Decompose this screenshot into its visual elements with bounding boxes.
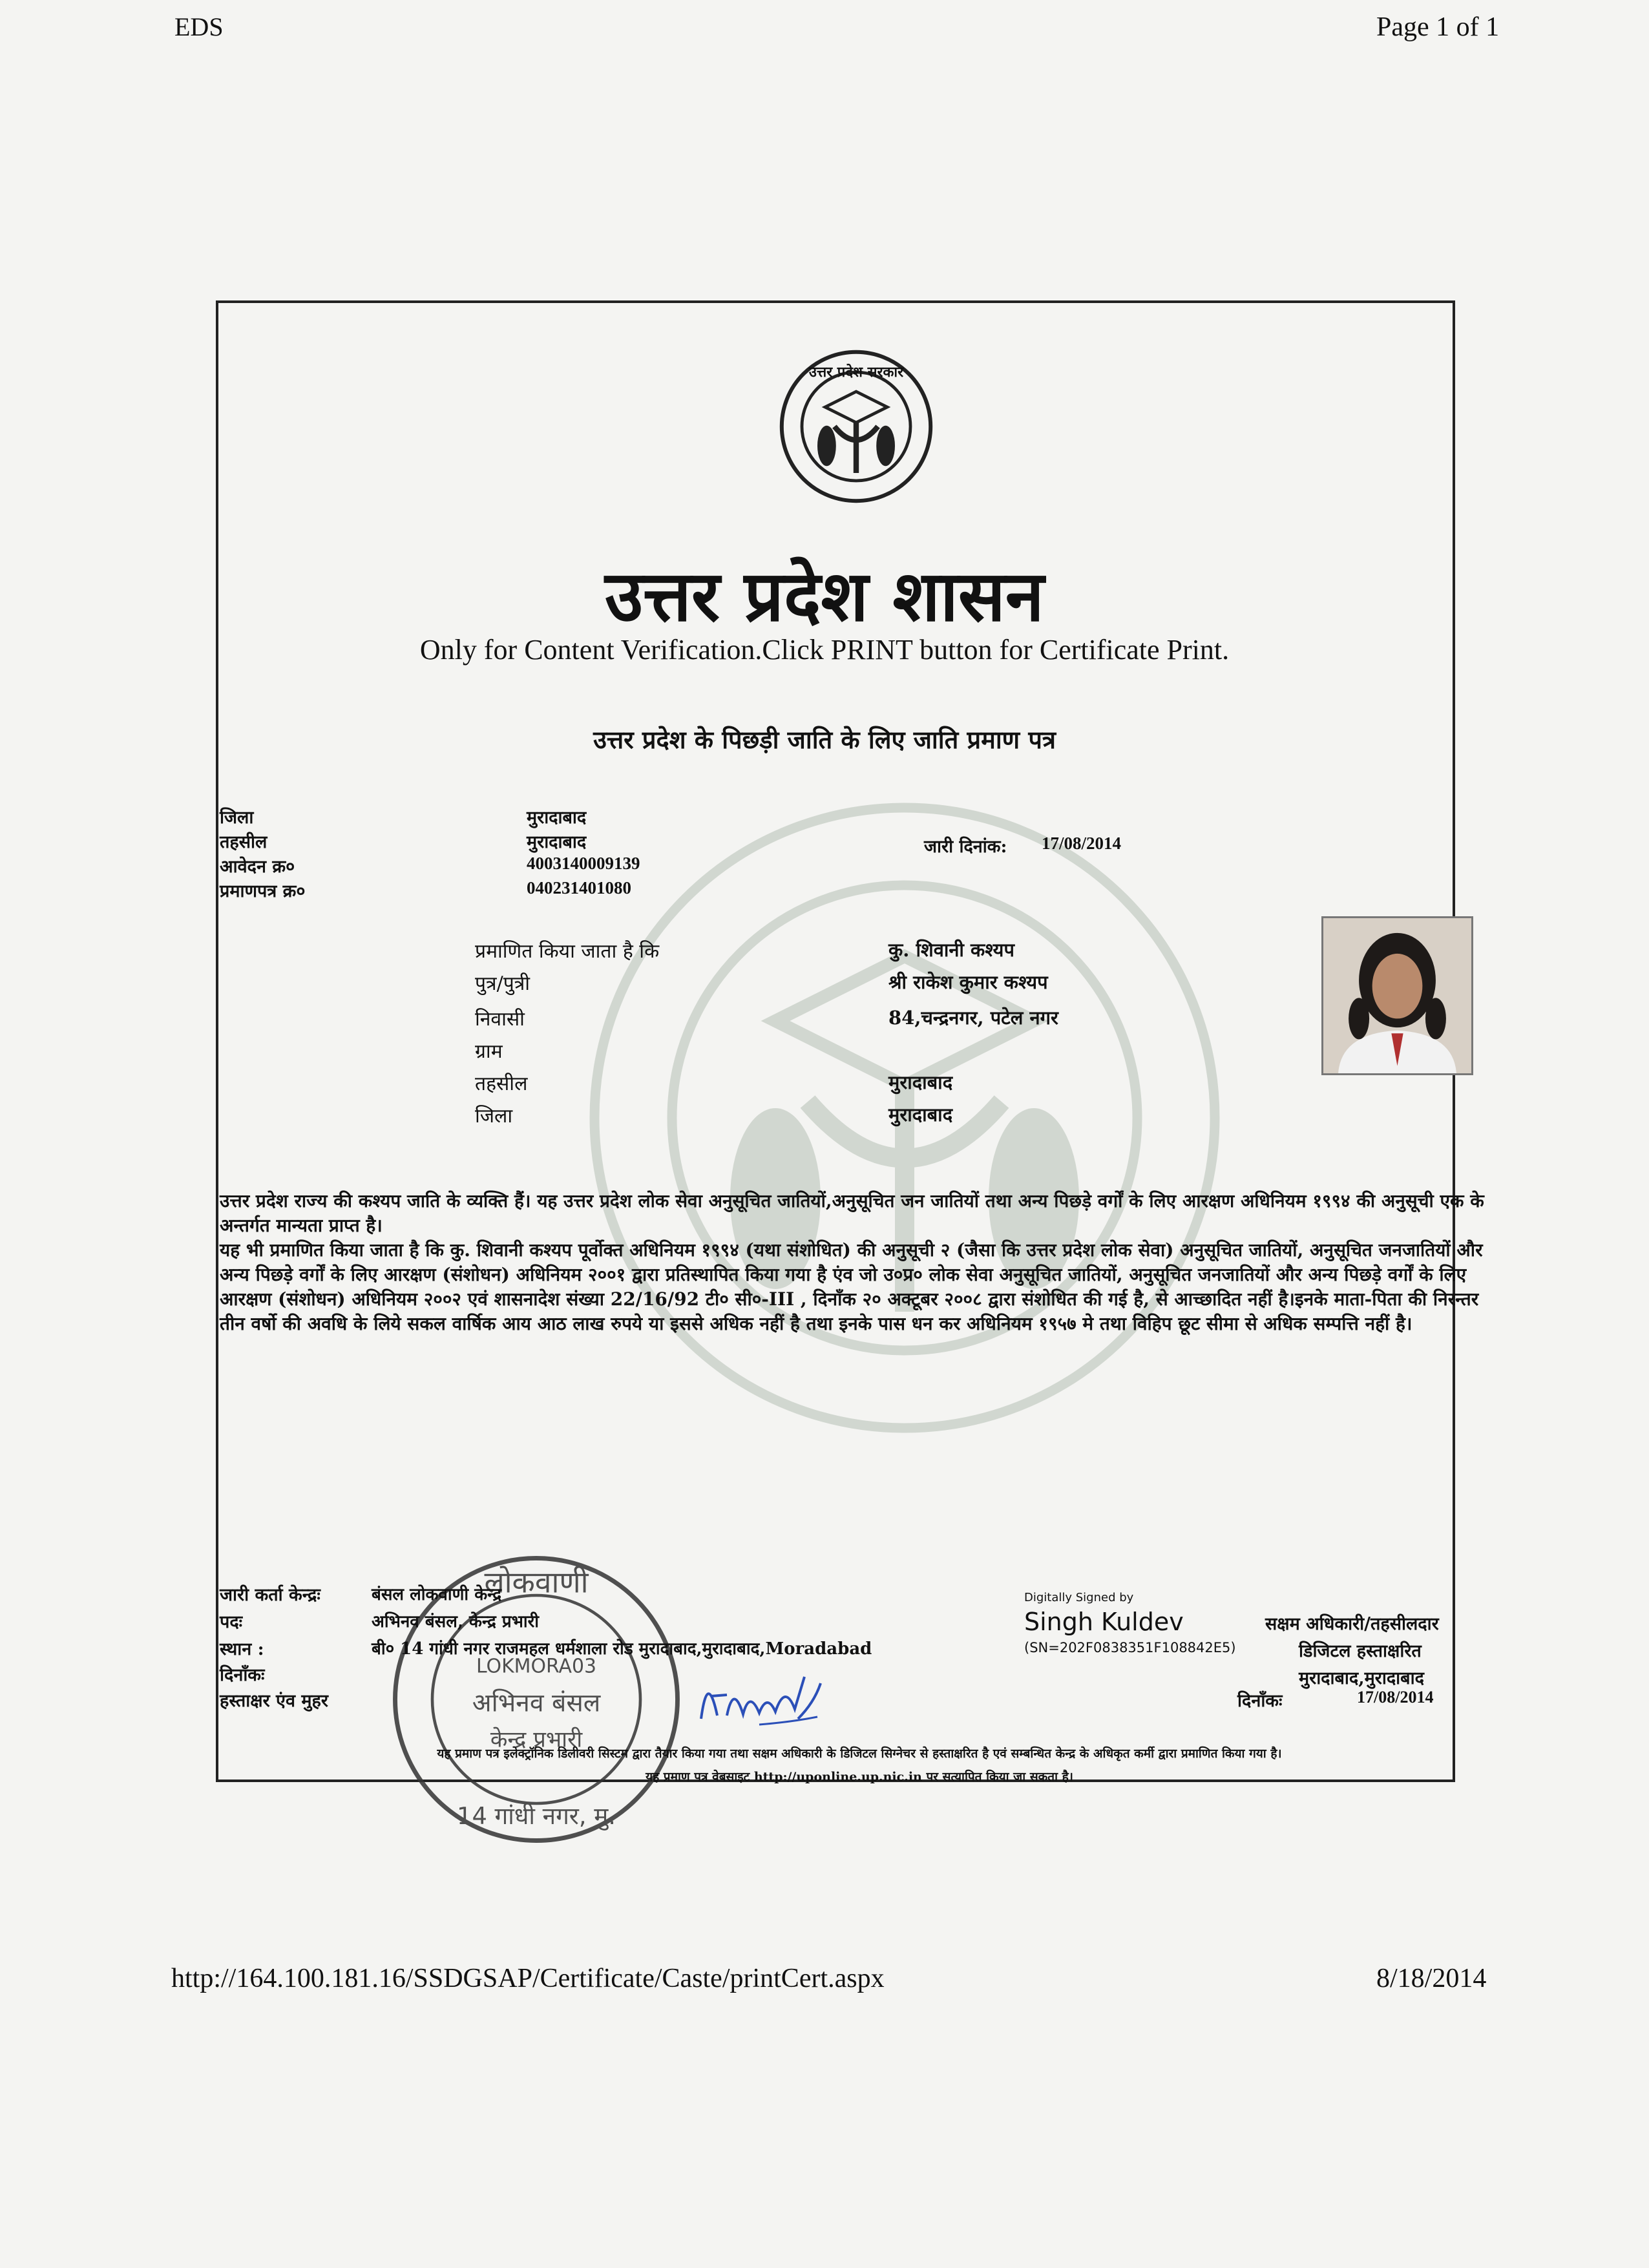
print-footer-url: http://164.100.181.16/SSDGSAP/Certificate/Caste/printCert.aspx [171, 1964, 885, 1993]
relation-label: पुत्र/पुत्री [475, 972, 530, 995]
issuer-post-label: पदः [220, 1612, 243, 1632]
body-line-2: यह भी प्रमाणित किया जाता है कि कु. शिवानी कश्यप पूर्वोक्त अधिनियम १९९४ (यथा संशोधित) की अनुसूची २ (जैसा कि उत्तर प्रदेश लोक सेवा) अनुसूचित जातियों, अनुसूचित जनजातियों और अन्य पिछड़े वर्गों के लिए आरक्षण (संशोधन) अधिनियम २००१ द्वारा प्रतिस्थापित किया गया है एंव जो उ०प्र० लोक सेवा अनुसूचित जातियों, अनुसूचित जनजातियों और अन्य पिछड़े वर्गों के लिए आरक्षण (संशोधन) अधिनियम २००२ एवं शासनादेश संख्या 22/16/92 टी० सी०-III , दिनाँक २० अक्टूबर २००८ द्वारा संशोधित की गई है, से आच्छादित नहीं है।इनके माता-पिता की निरन्तर तीन वर्षो की अवधि के लिये सकल वार्षिक आय आठ लाख रुपये या इससे अधिक नहीं है तथा इनके पास धन कर अधिनियम १९५७ मे तथा विहिप छूट सीमा से अधिक सम्पत्ति नहीं है। [220, 1239, 1483, 1334]
issuer-place-value: बी० 14 गांधी नगर राजमहल धर्मशाला रोड मुरादाबाद,मुरादाबाद,Moradabad [372, 1639, 872, 1659]
signer-serial-number: (SN=202F0838351F108842E5) [1024, 1640, 1236, 1655]
authority-place: मुरादाबाद,मुरादाबाद [1299, 1668, 1424, 1688]
person-tehsil-label: तहसील [475, 1073, 528, 1095]
person-photo-icon [1323, 918, 1471, 1073]
issuer-post-value: अभिनव बंसल, केन्द्र प्रभारी [372, 1612, 540, 1632]
certificate-no-value: 040231401080 [527, 878, 631, 898]
issue-date-label: जारी दिनांक: [924, 837, 1007, 857]
digital-signer-name: Singh Kuldev [1024, 1608, 1184, 1636]
person-district-value: मुरादाबाद [888, 1104, 953, 1126]
person-tehsil-value: मुरादाबाद [888, 1071, 953, 1093]
tehsil-label: तहसील [220, 832, 268, 852]
issuer-center-label: जारी कर्ता केन्द्रः [220, 1585, 320, 1605]
tehsil-value: मुरादाबाद [527, 832, 587, 852]
footnote-line-1: यह प्रमाण पत्र इलेक्ट्रॉनिक डिलीवरी सिस्टम द्वारा तैयार किया गया तथा सक्षम अधिकारी के डिजिटल सिग्नेचर से हस्ताक्षरित है एवं सम्बन्धित केन्द्र के अधिकृत कर्मी द्वारा प्रमाणित किया गया है। [437, 1747, 1282, 1761]
certificate-heading: उत्तर प्रदेश के पिछड़ी जाति के लिए जाति प्रमाण पत्र [593, 725, 1056, 754]
issuer-center-value: बंसल लोकवाणी केन्द्र [372, 1585, 502, 1604]
parent-name: श्री राकेश कुमार कश्यप [888, 971, 1048, 993]
applicant-photo [1321, 916, 1473, 1075]
certificate-no-label: प्रमाणपत्र क्र० [220, 881, 306, 901]
verification-note: Only for Content Verification.Click PRINT button for Certificate Print. [419, 634, 1230, 666]
application-no-label: आवेदन क्र० [220, 857, 295, 877]
person-district-label: जिला [475, 1105, 513, 1128]
seal-mid3-text: केन्द्र प्रभारी [490, 1727, 583, 1753]
address-value: 84,चन्द्रनगर, पटेल नगर [888, 1007, 1058, 1029]
issue-date-value: 17/08/2014 [1042, 834, 1122, 853]
authority-date-label: दिनाँकः [1237, 1691, 1283, 1711]
seal-bottom-text: 14 गांधी नगर, मु. [457, 1802, 616, 1831]
person-name: कु. शिवानी कश्यप [888, 939, 1014, 961]
certificate-body [220, 1189, 1506, 1336]
seal-mid1-text: LOKMORA03 [476, 1655, 597, 1678]
footnote-line-2: यह प्रमाण पत्र वेबसाइट http://uponline.up.nic.in पर सत्यापित किया जा सकता है। [646, 1770, 1073, 1784]
digitally-signed-label: डिजिटल हस्ताक्षरित [1299, 1641, 1422, 1661]
digital-sign-caption: Digitally Signed by [1024, 1591, 1134, 1604]
resident-label: निवासी [475, 1008, 525, 1031]
competent-authority-label: सक्षम अधिकारी/तहसीलदार [1265, 1614, 1439, 1634]
print-header-right: Page 1 of 1 [1376, 12, 1500, 42]
page-title: उत्तर प्रदेश शासन [605, 556, 1044, 637]
print-header-left: EDS [174, 12, 224, 41]
district-value: मुरादाबाद [527, 808, 587, 828]
authority-date-value: 17/08/2014 [1357, 1688, 1434, 1706]
issuer-sign-label: हस्ताक्षर एंव मुहर [220, 1691, 328, 1711]
seal-top-text: लोकवाणी [484, 1564, 589, 1600]
print-footer-date: 8/18/2014 [1376, 1964, 1487, 1993]
district-label: जिला [220, 808, 254, 828]
handwritten-signature [688, 1657, 837, 1735]
application-no-value: 4003140009139 [527, 854, 640, 873]
village-label: ग्राम [475, 1040, 503, 1063]
seal-mid2-text: अभिनव बंसल [472, 1688, 601, 1718]
issuer-place-label: स्थान : [220, 1639, 264, 1659]
issuer-date-label: दिनाँकः [220, 1665, 265, 1685]
emblem-ring-text: उत्तर प्रदेश सरकार [808, 364, 904, 381]
certify-label: प्रमाणित किया जाता है कि [475, 940, 660, 963]
body-line-1: उत्तर प्रदेश राज्य की कश्यप जाति के व्यक्ति हैं। यह उत्तर प्रदेश लोक सेवा अनुसूचित जातियों,अनुसूचित जन जातियों तथा अन्य पिछड़े वर्गों के लिए आरक्षण अधिनियम १९९४ की अनुसूची एक के अन्तर्गत मान्यता प्राप्त है। [220, 1190, 1484, 1236]
